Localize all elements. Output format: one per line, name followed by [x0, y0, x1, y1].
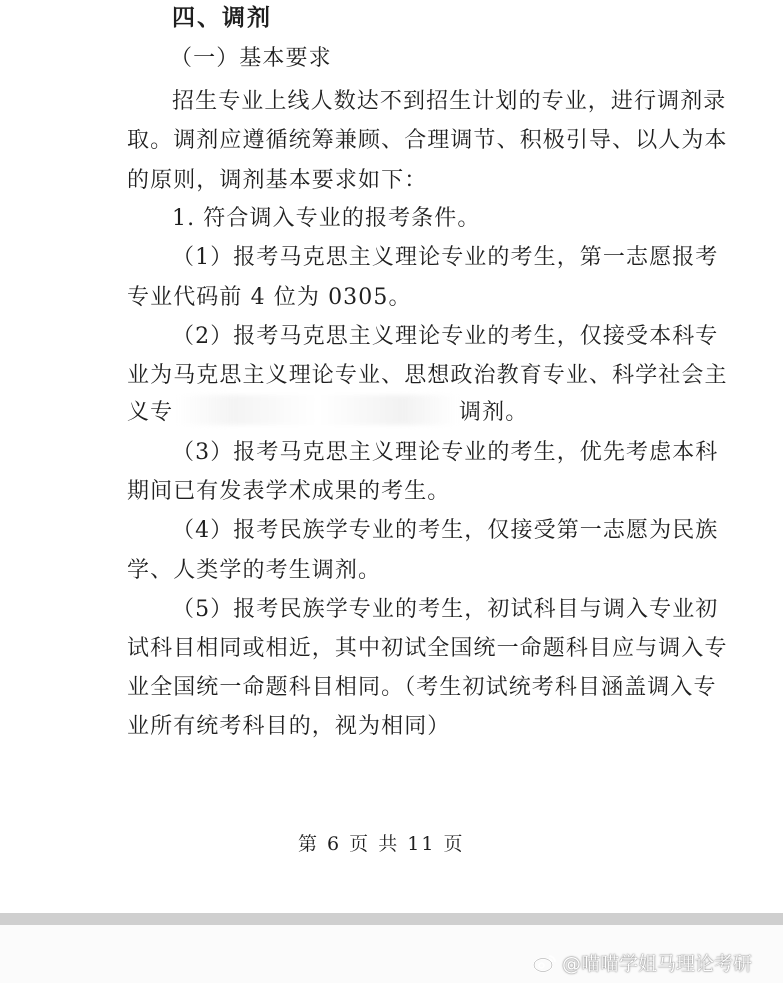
page-number-footer: 第 6 页 共 11 页 [298, 833, 465, 855]
paragraph-line: 业为马克思主义理论专业、思想政治教育专业、科学社会主 [127, 363, 728, 388]
section-title: 四、调剂 [172, 4, 272, 31]
paragraph-line: 业全国统一命题科目相同。（考生初试统考科目涵盖调入专 [127, 675, 717, 700]
paragraph-line: （1）报考马克思主义理论专业的考生，第一志愿报考 [172, 245, 719, 270]
redacted-area [178, 395, 458, 425]
paragraph-line: 取。调剂应遵循统筹兼顾、合理调节、积极引导、以人为本 [127, 128, 728, 153]
paragraph-line: （4）报考民族学专业的考生，仅接受第一志愿为民族 [172, 518, 719, 543]
paragraph-line: 调剂。 [459, 400, 529, 425]
paragraph-line: 招生专业上线人数达不到招生计划的专业，进行调剂录 [172, 89, 727, 114]
paragraph-line: （5）报考民族学专业的考生，初试科目与调入专业初 [172, 597, 719, 622]
paragraph-line: 1. 符合调入专业的报考条件。 [172, 206, 481, 231]
paragraph-line: 业所有统考科目的，视为相同） [127, 714, 451, 739]
watermark-text: @喵喵学姐马理论考研 [562, 953, 753, 975]
page-divider [0, 913, 783, 925]
paragraph-line: 义专 [127, 400, 174, 425]
paragraph-line: 试科目相同或相近，其中初试全国统一命题科目应与调入专 [127, 636, 728, 661]
paragraph-line: （2）报考马克思主义理论专业的考生，仅接受本科专 [172, 324, 719, 349]
weibo-icon [532, 953, 558, 973]
paragraph-line: 的原则，调剂基本要求如下： [127, 168, 428, 193]
paragraph-line: 专业代码前 4 位为 0305。 [127, 285, 412, 310]
paragraph-line: 学、人类学的考生调剂。 [127, 558, 382, 583]
subsection-title: （一）基本要求 [170, 46, 332, 71]
watermark [532, 949, 752, 976]
paragraph-line: （3）报考马克思主义理论专业的考生，优先考虑本科 [172, 440, 719, 465]
paragraph-line: 期间已有发表学术成果的考生。 [127, 479, 451, 504]
